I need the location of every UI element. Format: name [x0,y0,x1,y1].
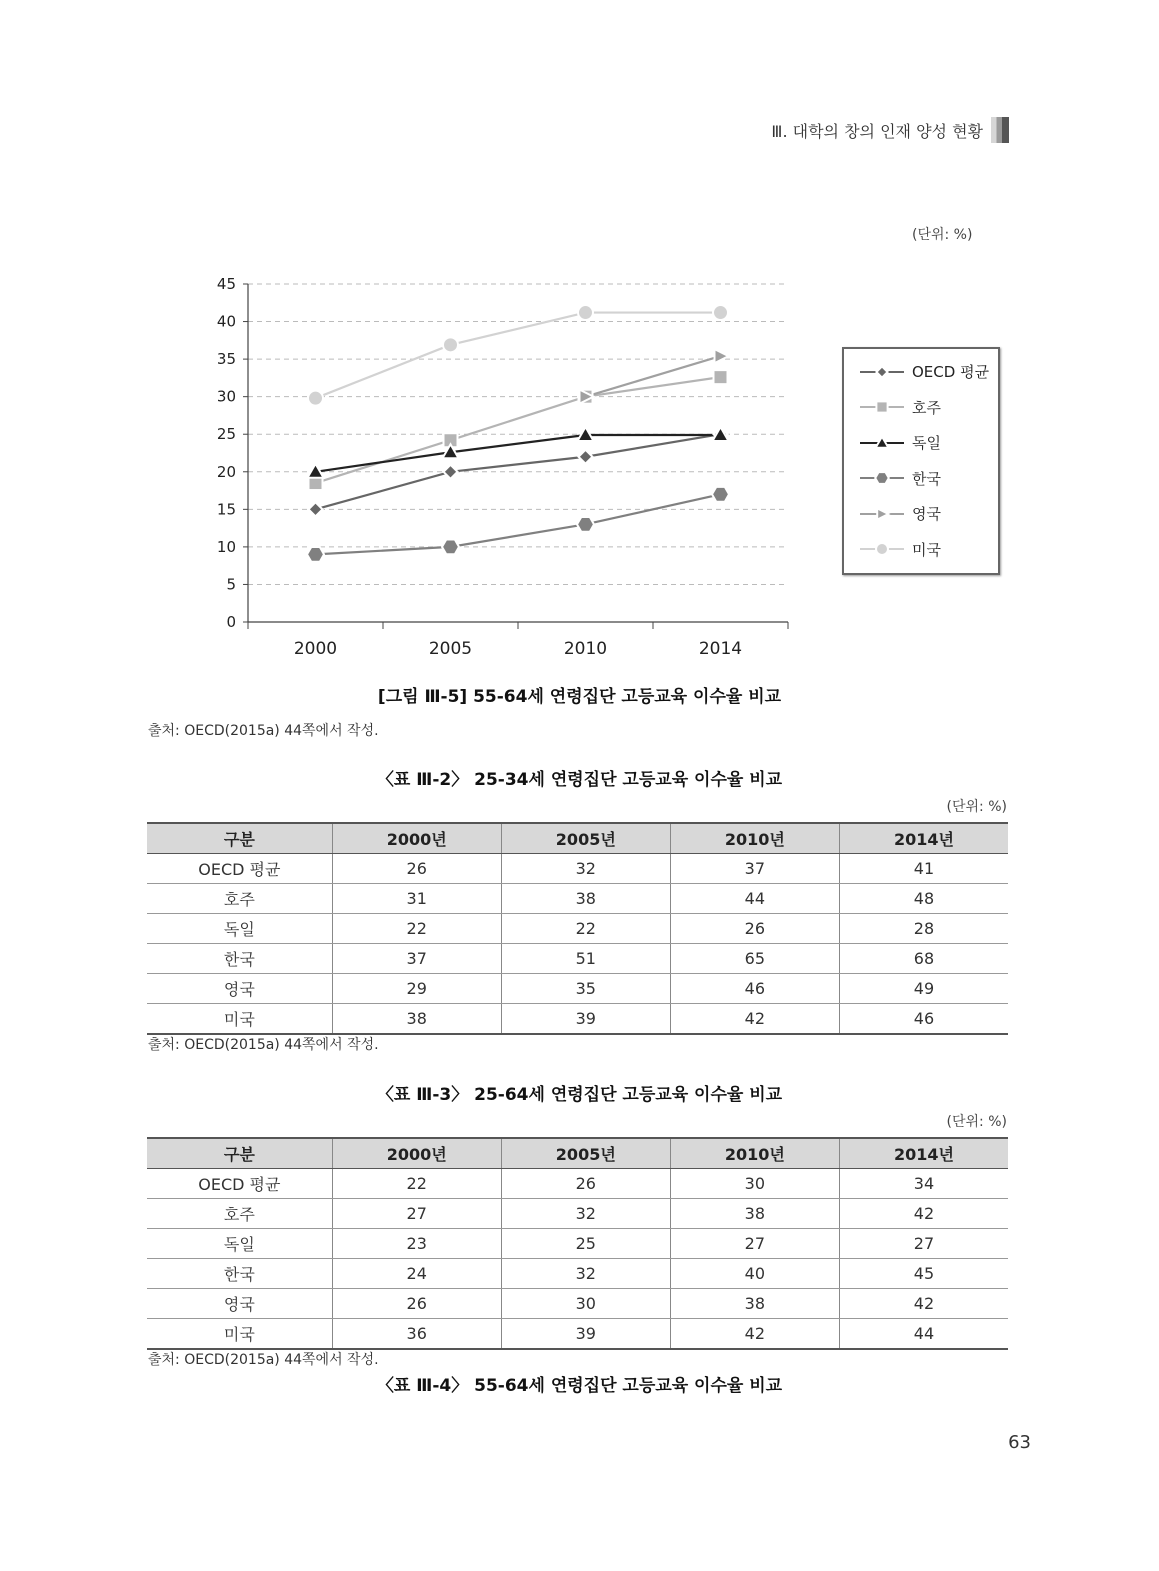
table2-unit: (단위: %) [946,799,1007,815]
table-row [147,1199,1008,1229]
table-cell: OECD 평균 [147,854,332,884]
table-cell: 27 [839,1229,1008,1259]
table-cell: 68 [839,944,1008,974]
table2-header-row [147,823,1008,854]
table-row [147,854,1008,884]
table-cell: 38 [332,1004,501,1035]
legend-item [860,503,941,524]
table-row [147,1259,1008,1289]
data-point [712,487,729,502]
data-point [307,547,324,562]
table-cell: 26 [332,854,501,884]
legend-swatch [860,397,904,417]
series-line [316,494,721,554]
table-cell: 51 [501,944,670,974]
table-cell: 독일 [147,914,332,944]
table-cell: 호주 [147,1199,332,1229]
legend-marker [877,508,888,519]
figure-source: 출처: OECD(2015a) 44쪽에서 작성. [148,723,379,739]
legend-marker [876,366,887,377]
x-tick-label: 2000 [293,639,338,659]
y-tick-label: 10 [216,537,236,556]
table-cell: 25 [501,1229,670,1259]
legend-swatch [860,468,904,488]
table2-header-cell: 2000년 [332,823,501,854]
table3-caption: 〈표 Ⅲ-3〉 25-64세 연령집단 고등교육 이수율 비교 [376,1085,783,1105]
figure-caption: [그림 Ⅲ-5] 55-64세 연령집단 고등교육 이수율 비교 [377,687,782,707]
y-tick-label: 45 [216,275,236,293]
legend-item [860,539,941,560]
table-row [147,1319,1008,1350]
y-tick-label: 0 [226,613,236,631]
table-cell: 한국 [147,944,332,974]
table3-source: 출처: OECD(2015a) 44쪽에서 작성. [148,1352,379,1368]
table-cell: 30 [670,1169,839,1199]
line-chart-svg [190,270,810,670]
table-cell: 32 [501,854,670,884]
table-cell: 30 [501,1289,670,1319]
table-row [147,944,1008,974]
data-point [715,349,729,363]
data-point [714,370,728,384]
running-header-title: Ⅲ. 대학의 창의 인재 양성 현황 [771,121,983,141]
table2-header-cell: 구분 [147,823,332,854]
legend-item [860,468,941,489]
chart-legend [842,347,1000,575]
y-tick-label: 35 [216,350,236,369]
y-tick-label: 15 [216,500,236,519]
table-cell: 46 [670,974,839,1004]
table-cell: 22 [501,914,670,944]
table2-header-cell: 2005년 [501,823,670,854]
table-cell: 48 [839,884,1008,914]
table-cell: 미국 [147,1319,332,1350]
legend-swatch [860,539,904,559]
legend-label: 영국 [912,505,941,523]
table-cell: 40 [670,1259,839,1289]
table-row [147,914,1008,944]
table-cell: 65 [670,944,839,974]
table-cell: 27 [670,1229,839,1259]
data-point [309,502,323,516]
table-cell: 26 [670,914,839,944]
table3-unit: (단위: %) [946,1114,1007,1130]
header-bar-decoration [991,117,1009,143]
y-tick-label: 20 [216,462,236,481]
data-point [443,337,458,352]
legend-item [860,432,941,453]
table-cell: 26 [501,1169,670,1199]
table-row [147,1229,1008,1259]
table-cell: 31 [332,884,501,914]
data-point [444,465,458,479]
legend-label: 독일 [912,434,941,452]
data-point [442,540,459,555]
table2-header-cell: 2014년 [839,823,1008,854]
table-cell: 24 [332,1259,501,1289]
table-cell: 39 [501,1319,670,1350]
table-cell: 44 [839,1319,1008,1350]
y-tick-label: 30 [216,387,236,406]
running-header [771,117,1009,143]
table-cell: 32 [501,1199,670,1229]
table-cell: 한국 [147,1259,332,1289]
table-cell: 45 [839,1259,1008,1289]
table-cell: 독일 [147,1229,332,1259]
table-cell: 미국 [147,1004,332,1035]
table-row [147,1289,1008,1319]
table2-header-cell: 2010년 [670,823,839,854]
table-cell: 42 [670,1004,839,1035]
table-cell: 46 [839,1004,1008,1035]
table2-caption: 〈표 Ⅲ-2〉 25-34세 연령집단 고등교육 이수율 비교 [376,770,783,790]
table-cell: 34 [839,1169,1008,1199]
table-cell: 32 [501,1259,670,1289]
table3 [147,1137,1008,1350]
table-cell: 28 [839,914,1008,944]
table-row [147,884,1008,914]
table-cell: 35 [501,974,670,1004]
table-cell: 44 [670,884,839,914]
table-row [147,1004,1008,1035]
legend-swatch [860,504,904,524]
table-row [147,1169,1008,1199]
legend-marker [875,472,889,484]
y-tick-label: 40 [216,312,236,331]
table-cell: 27 [332,1199,501,1229]
table-cell: 22 [332,1169,501,1199]
table3-header-cell: 2010년 [670,1138,839,1169]
legend-swatch [860,362,904,382]
table-cell: 41 [839,854,1008,884]
table-cell: 49 [839,974,1008,1004]
data-point [579,450,593,464]
legend-marker [876,401,887,412]
table-cell: 42 [839,1289,1008,1319]
table3-header-row [147,1138,1008,1169]
table-cell: 39 [501,1004,670,1035]
table3-header-cell: 구분 [147,1138,332,1169]
series-line [316,435,721,472]
table-row [147,974,1008,1004]
table-cell: 38 [670,1199,839,1229]
table3-header-cell: 2000년 [332,1138,501,1169]
legend-item [860,361,989,382]
table-cell: 42 [670,1319,839,1350]
x-tick-label: 2010 [563,639,608,659]
table-cell: 23 [332,1229,501,1259]
table3-header-cell: 2005년 [501,1138,670,1169]
table-cell: 29 [332,974,501,1004]
table2 [147,822,1008,1035]
y-tick-label: 25 [216,425,236,444]
table2-source: 출처: OECD(2015a) 44쪽에서 작성. [148,1037,379,1053]
table-cell: 42 [839,1199,1008,1229]
table-cell: 영국 [147,974,332,1004]
y-tick-label: 5 [226,575,236,594]
line-chart [190,270,810,674]
legend-item [860,397,941,418]
legend-swatch [860,433,904,453]
data-point [578,305,593,320]
table-cell: 영국 [147,1289,332,1319]
data-point [713,305,728,320]
table-cell: 26 [332,1289,501,1319]
table-cell: 37 [332,944,501,974]
table-cell: 38 [670,1289,839,1319]
table-cell: OECD 평균 [147,1169,332,1199]
table-cell: 38 [501,884,670,914]
data-point [308,391,323,406]
table-cell: 호주 [147,884,332,914]
series-line [586,356,721,397]
table3-header-cell: 2014년 [839,1138,1008,1169]
figure-unit: (단위: %) [912,227,973,243]
legend-label: 한국 [912,469,941,488]
legend-label: 호주 [912,398,941,417]
data-point [577,517,594,532]
table4-caption: 〈표 Ⅲ-4〉 55-64세 연령집단 고등교육 이수율 비교 [376,1376,783,1396]
page-number: 63 [1008,1432,1031,1453]
legend-label: 미국 [912,540,941,559]
x-tick-label: 2005 [428,639,473,659]
table-cell: 22 [332,914,501,944]
x-tick-label: 2014 [698,639,743,659]
series-line [316,377,721,483]
table-cell: 36 [332,1319,501,1350]
table-cell: 37 [670,854,839,884]
legend-marker [876,543,888,555]
legend-label: OECD 평균 [912,363,990,381]
